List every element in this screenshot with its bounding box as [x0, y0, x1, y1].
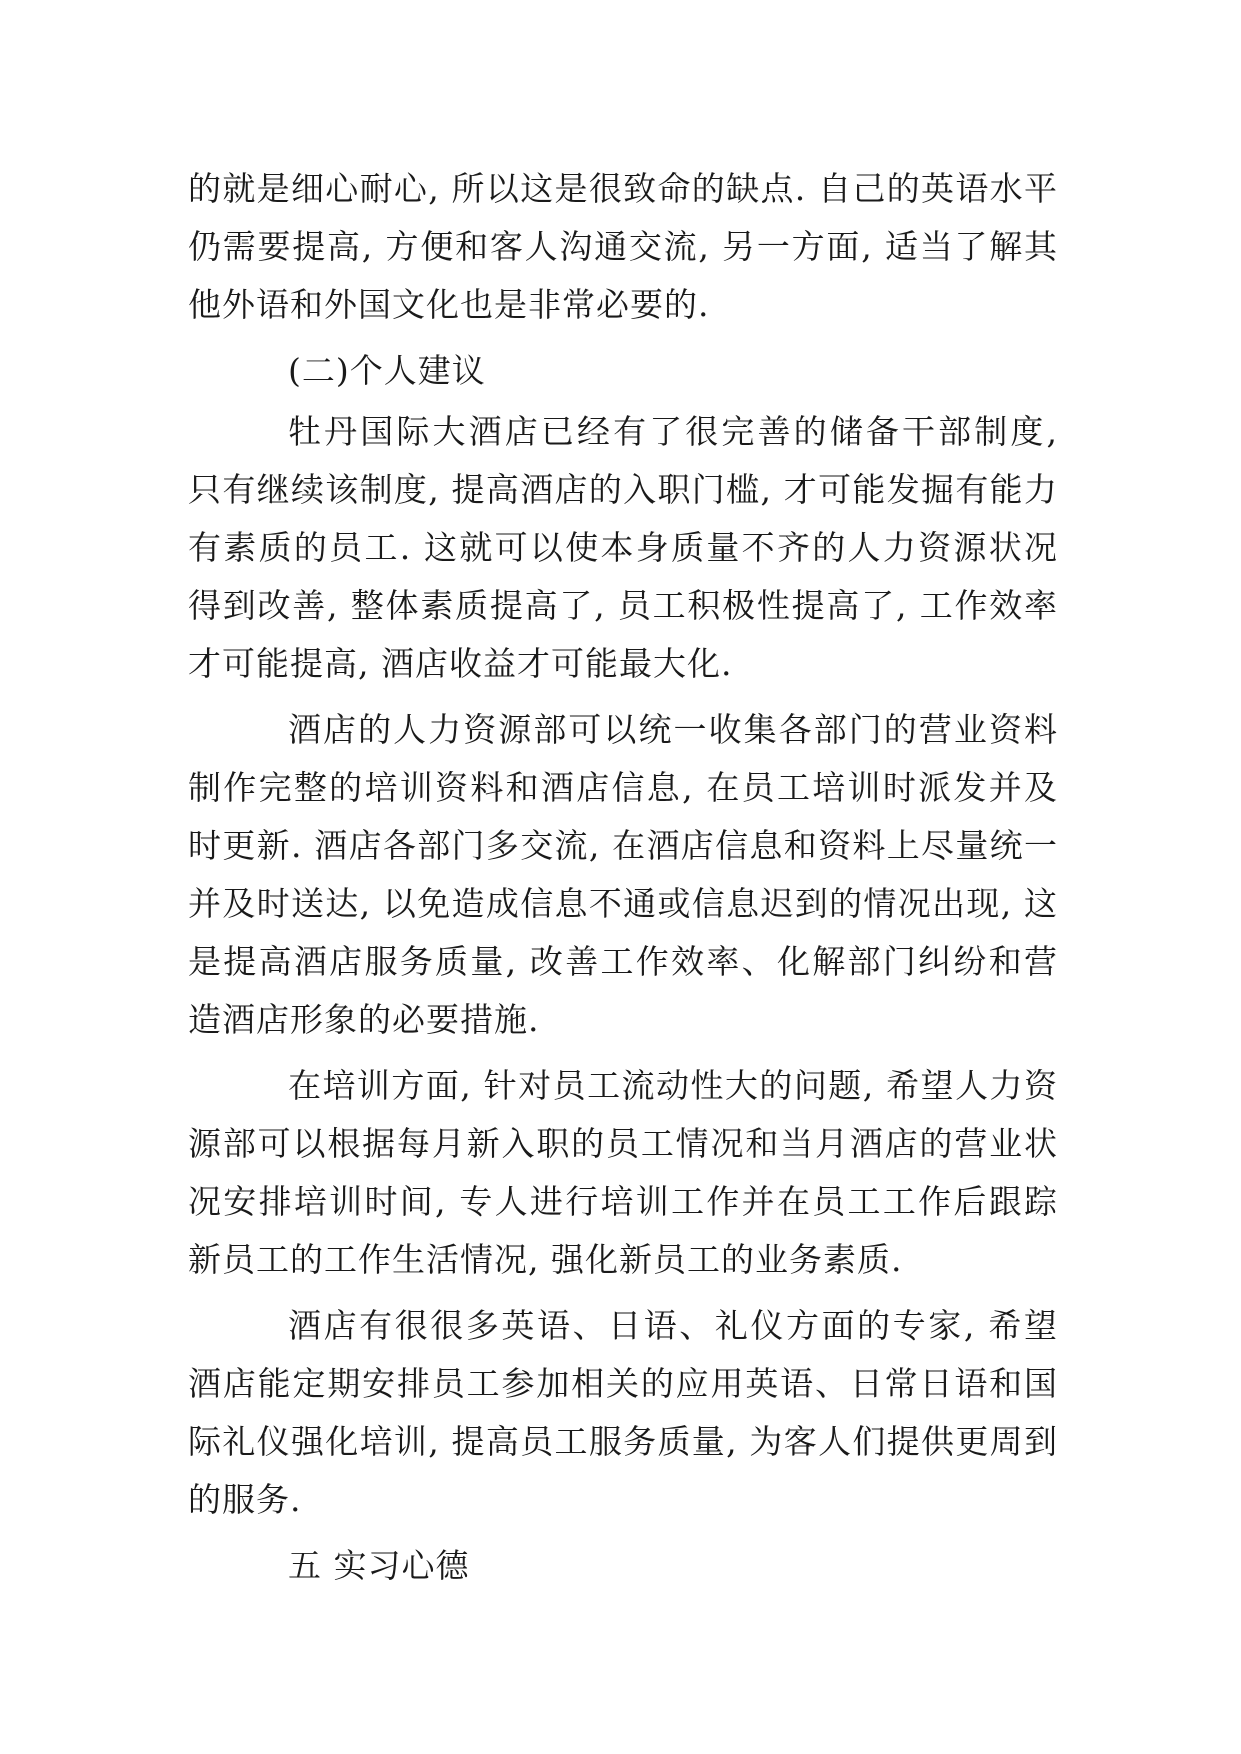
section-heading-personal-suggestions: (二)个人建议: [288, 351, 486, 390]
paragraph-language-training: 酒店有很很多英语、日语、礼仪方面的专家, 希望酒店能定期安排员工参加相关的应用英语、日常日语和国际礼仪强化培训, 提高员工服务质量, 为客人们提供更周到的服务.: [188, 1306, 1058, 1519]
paragraph-reserve-cadre: 牡丹国际大酒店已经有了很完善的储备干部制度, 只有继续该制度, 提高酒店的入职门槛, 才可能发掘有能力有素质的员工. 这就可以使本身质量不齐的人力资源状况得到改善, 整体素质提高了, 员工积极性提高了, 工作效率才可能提高, 酒店收益才可能最大化.: [188, 412, 1058, 683]
paragraph-hr-training-materials: 酒店的人力资源部可以统一收集各部门的营业资料制作完整的培训资料和酒店信息, 在员工培训时派发并及时更新. 酒店各部门多交流, 在酒店信息和资料上尽量统一并及时送达, 以免造成信息不通或信息迟到的情况出现, 这是提高酒店服务质量, 改善工作效率、化解部门纠纷和营造酒店形象的必要措施.: [188, 710, 1058, 1039]
section-heading-internship-insights: 五 实习心德: [288, 1546, 470, 1585]
paragraph-continuation: 的就是细心耐心, 所以这是很致命的缺点. 自己的英语水平仍需要提高, 方便和客人沟通交流, 另一方面, 适当了解其他外语和外国文化也是非常必要的.: [188, 169, 1058, 324]
paragraph-training-schedule: 在培训方面, 针对员工流动性大的问题, 希望人力资源部可以根据每月新入职的员工情况和当月酒店的营业状况安排培训时间, 专人进行培训工作并在员工工作后跟踪新员工的工作生活情况, 强化新员工的业务素质.: [188, 1066, 1058, 1279]
document-body: [188, 160, 1058, 1595]
